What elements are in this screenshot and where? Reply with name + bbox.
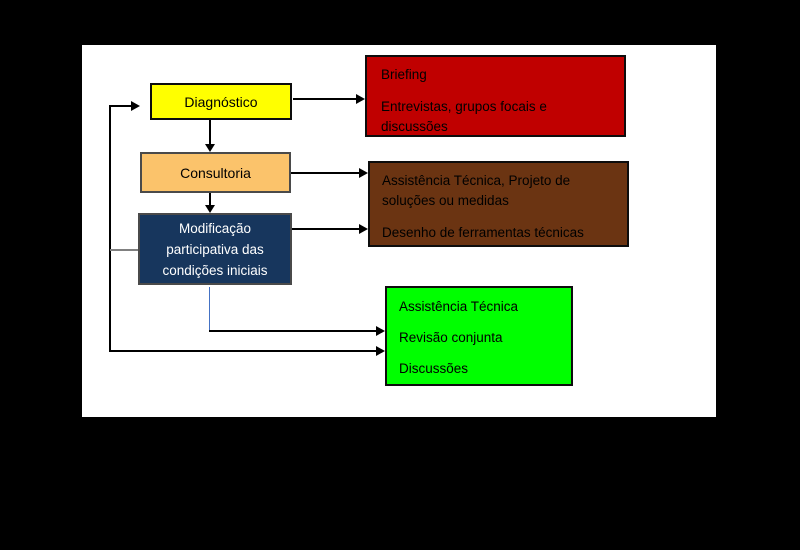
- flowchart-node-briefing: [365, 55, 626, 137]
- feedback-arrow-to-discussoes: [110, 350, 376, 352]
- node-paragraph: Assistência Técnica: [399, 299, 519, 314]
- arrow-diagnostico-to-briefing: [293, 98, 356, 100]
- flowchart-node-diagnostico: [150, 83, 292, 120]
- flowchart-node-assistencia-revisao: [385, 286, 573, 386]
- arrowhead-right-icon: [356, 94, 365, 104]
- connector-modificacao-to-feedback-line: [110, 249, 138, 251]
- arrowhead-right-icon: [359, 168, 368, 178]
- node-paragraph: Desenho de ferramentas técnicas: [382, 225, 584, 240]
- arrowhead-right-icon: [376, 326, 385, 336]
- feedback-arrow-to-diagnostico: [109, 105, 131, 107]
- node-label-diagnostico: Diagnóstico: [184, 93, 258, 110]
- node-paragraph: Assistência Técnica, Projeto de soluções ou medidas: [382, 173, 571, 208]
- flowchart-node-assistencia-projeto: [368, 161, 629, 247]
- flowchart-node-modificacao: [138, 213, 292, 285]
- flowchart-node-consultoria: [140, 152, 291, 193]
- arrow-modificacao-to-revisao: [209, 330, 376, 332]
- arrow-diagnostico-to-consultoria: [209, 120, 211, 144]
- node-paragraph: Revisão conjunta: [399, 330, 503, 345]
- arrow-consultoria-to-modificacao: [209, 193, 211, 205]
- arrow-modificacao-to-assistencia: [292, 228, 359, 230]
- node-label-line: condições iniciais: [162, 262, 268, 278]
- node-label-line: participativa das: [166, 241, 264, 257]
- arrow-consultoria-to-assistencia: [291, 172, 359, 174]
- arrowhead-right-icon: [359, 224, 368, 234]
- arrowhead-right-icon: [131, 101, 140, 111]
- node-paragraph: Discussões: [399, 361, 469, 376]
- connector-modificacao-down: [209, 287, 210, 331]
- node-label-line: Modificação: [178, 220, 252, 236]
- feedback-loop-line: [109, 105, 111, 352]
- arrowhead-down-icon: [205, 144, 215, 152]
- node-paragraph: Entrevistas, grupos focais e discussões: [381, 99, 547, 134]
- node-paragraph: Briefing: [381, 67, 427, 82]
- arrowhead-right-icon: [376, 346, 385, 356]
- diagram-panel: [82, 45, 716, 417]
- arrowhead-down-icon: [205, 205, 215, 213]
- node-label-consultoria: Consultoria: [180, 164, 251, 181]
